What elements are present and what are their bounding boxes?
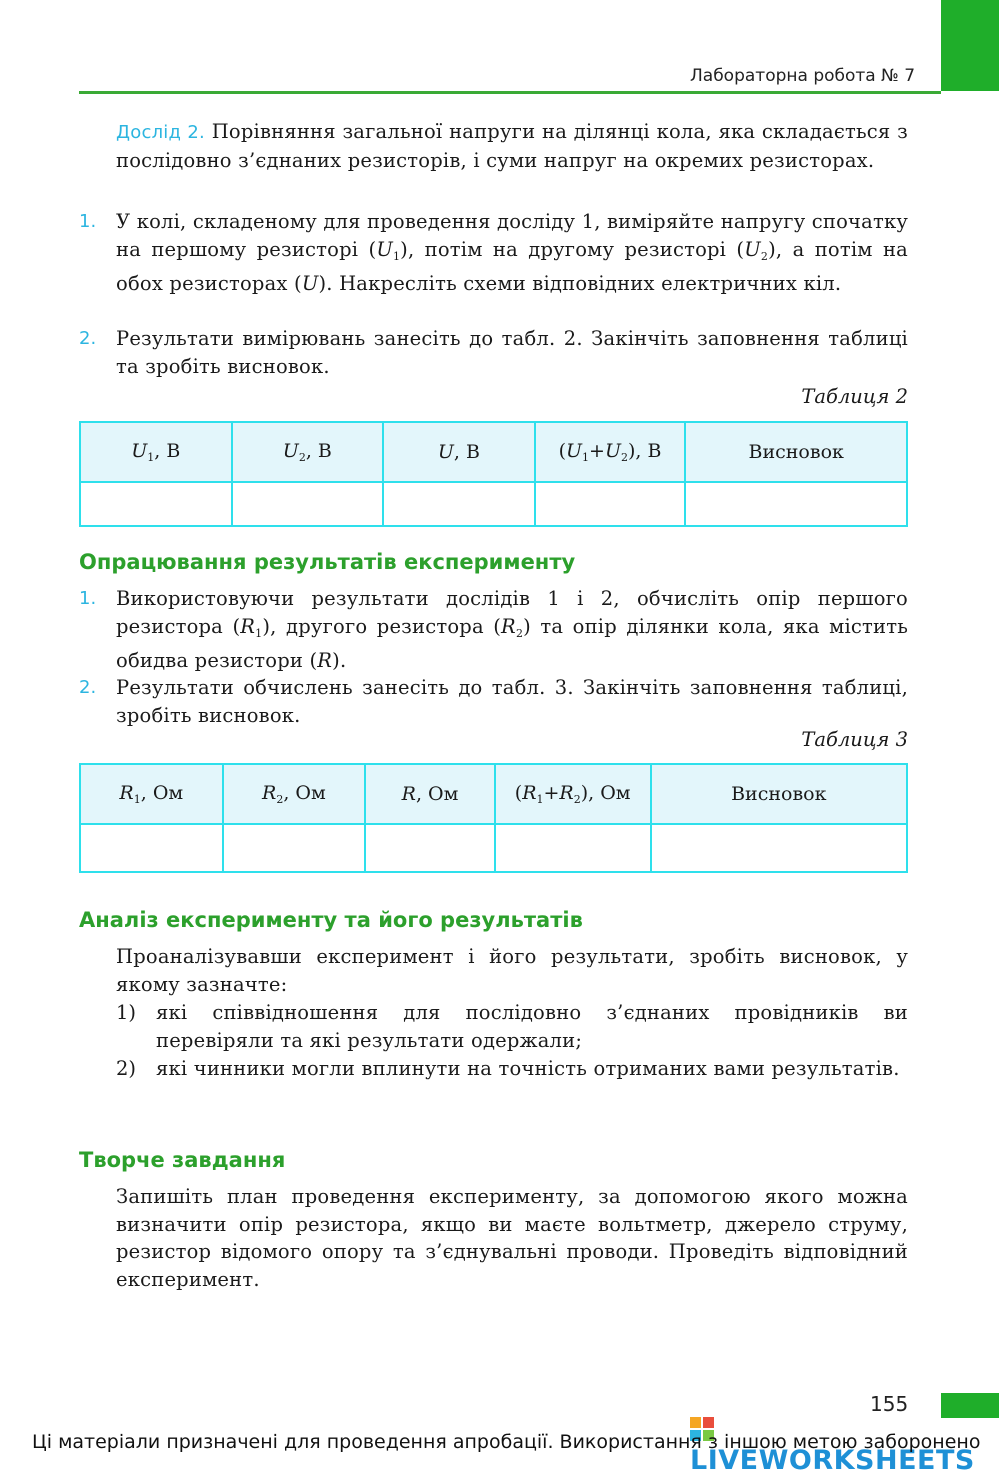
table-2-col-conclusion: Висновок <box>685 422 907 482</box>
table-2-col-u: U, В <box>383 422 535 482</box>
table-3-col-r2: $R_2$, Ом <box>223 764 366 824</box>
step-1-number: 1. <box>79 211 97 232</box>
table-3-col-r1: $R_1$, Ом <box>80 764 223 824</box>
table-3-cell-sum[interactable] <box>495 824 651 872</box>
processing-2-number: 2. <box>79 677 97 698</box>
table-2-cell-conclusion[interactable] <box>685 482 907 526</box>
table-2-header-row <box>80 422 907 482</box>
experiment-2-label: Дослід 2. <box>116 122 205 143</box>
table-2 <box>79 421 908 527</box>
analysis-1-number: 1) <box>116 1001 137 1024</box>
table-2-col-u1: $U_1$, В <box>80 422 232 482</box>
table-3-answer-row <box>80 824 907 872</box>
usage-disclaimer: Ці матеріали призначені для проведення апробації. Використання з іншою метою заборонено <box>32 1431 981 1453</box>
creative-heading: Творче завдання <box>79 1148 286 1172</box>
table-2-answer-row <box>80 482 907 526</box>
table-3 <box>79 763 908 873</box>
experiment-2-intro: Дослід 2. Порівняння загальної напруги на ділянці кола, яка складається з послідовно з’єднаних резисторів, і суми напруг на окремих резисторах. <box>116 120 908 172</box>
creative-text: Запишіть план проведення експерименту, за допомогою якого можна визначити опір резистора, якщо ви маєте вольтметр, джерело струму, резистор відомого опору та з’єднувальні проводи. Проведіть відповідний експеримент. <box>116 1185 908 1291</box>
analysis-2-number: 2) <box>116 1057 137 1080</box>
table-3-cell-r[interactable] <box>365 824 495 872</box>
processing-heading: Опрацювання результатів експерименту <box>79 550 576 574</box>
running-header: Лабораторна робота № 7 <box>690 66 916 86</box>
table-2-caption: Таблиця 2 <box>801 385 908 408</box>
processing-1-number: 1. <box>79 588 97 609</box>
analysis-heading: Аналіз експерименту та його результатів <box>79 908 583 932</box>
processing-1-text: Використовуючи результати дослідів 1 і 2, обчисліть опір першого резистора $(R_1)$, другого резистора $(R_2)$ та опір ділянки кола, яка містить обидва резистори (R). <box>116 587 909 672</box>
step-2-text: Результати вимірювань занесіть до табл. 2. Закінчіть заповнення таблиці та зробіть висновок. <box>116 327 908 378</box>
table-2-col-u2: $U_2$, В <box>232 422 384 482</box>
table-2-cell-u[interactable] <box>383 482 535 526</box>
processing-2-text: Результати обчислень занесіть до табл. 3. Закінчіть заповнення таблиці, зробіть висновок. <box>116 676 908 727</box>
table-3-col-conclusion: Висновок <box>651 764 907 824</box>
table-3-header-row <box>80 764 907 824</box>
table-3-cell-r2[interactable] <box>223 824 366 872</box>
table-3-caption: Таблиця 3 <box>801 728 908 751</box>
table-2-col-sum: $(U_1+U_2)$, В <box>535 422 686 482</box>
analysis-2-text: які чинники могли вплинути на точність отриманих вами результатів. <box>156 1057 900 1080</box>
liveworksheets-logo: LIVEWORKSHEETS <box>690 1414 999 1476</box>
analysis-intro: Проаналізувавши експеримент і його результати, зробіть висновок, у якому зазначте: <box>116 945 908 996</box>
header-rule <box>79 91 941 94</box>
table-2-cell-sum[interactable] <box>535 482 686 526</box>
table-3-col-sum: $(R_1+R_2)$, Ом <box>495 764 651 824</box>
page-number: 155 <box>870 1392 909 1416</box>
step-1-text: У колі, складеному для проведення досліду 1, виміряйте напругу спочатку на першому резисторі $(U_1)$, потім на другому резисторі $(U_2)$, а потім на обох резисторах (U). Накресліть схеми відповідних електричних кіл. <box>116 210 908 295</box>
analysis-1-text: які співвідношення для послідовно з’єднаних провідників ви перевіряли та які результати одержали; <box>156 1001 908 1052</box>
table-2-cell-u1[interactable] <box>80 482 232 526</box>
table-3-cell-r1[interactable] <box>80 824 223 872</box>
step-2-number: 2. <box>79 328 97 349</box>
header-color-tab <box>941 0 999 91</box>
table-3-cell-conclusion[interactable] <box>651 824 907 872</box>
table-2-cell-u2[interactable] <box>232 482 384 526</box>
table-3-col-r: R, Ом <box>365 764 495 824</box>
